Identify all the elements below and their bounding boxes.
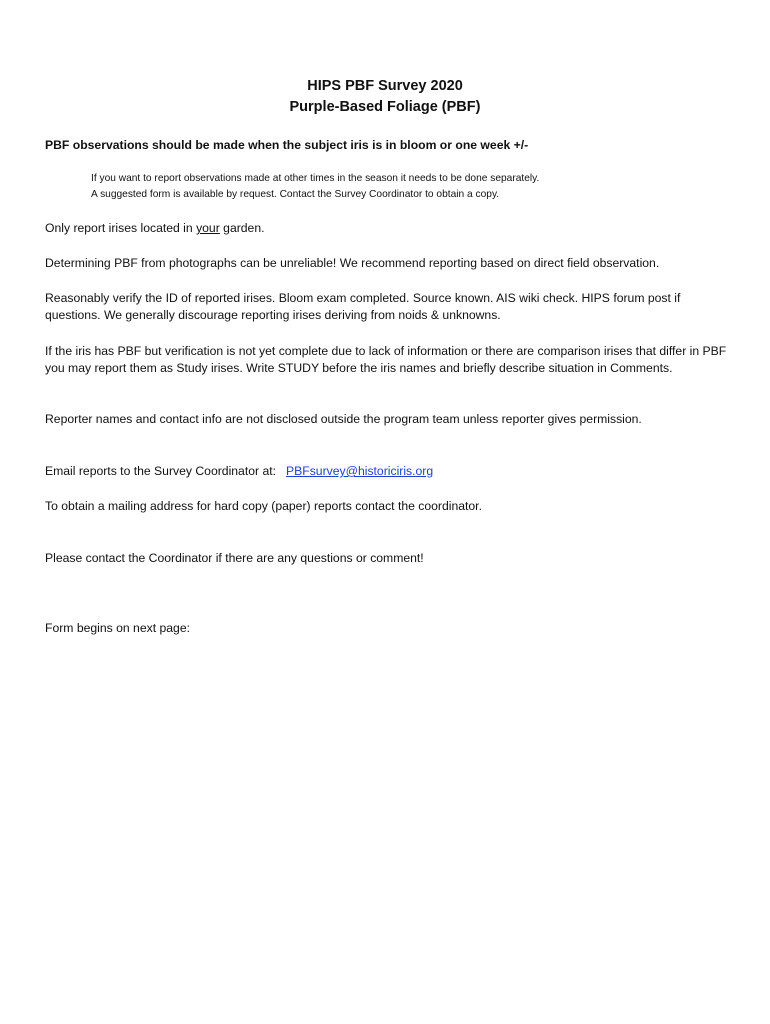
email-paragraph: [45, 463, 735, 480]
timing-note: PBF observations should be made when the subject iris is in bloom or one week +/-: [45, 138, 529, 152]
garden-text-after: garden.: [219, 221, 265, 235]
suggested-form-note: A suggested form is available by request. Contact the Survey Coordinator to obtain a copy.: [91, 189, 500, 200]
garden-text-before: Only report irises located in: [45, 221, 197, 235]
email-label: Email reports to the Survey Coordinator at:: [45, 464, 276, 478]
document-subtitle: Purple-Based Foliage (PBF): [289, 99, 481, 115]
garden-paragraph: [45, 220, 735, 237]
study-paragraph: If the iris has PBF but verification is not yet complete due to lack of information or there are comparison irises that differ in PBF you may report them as Study irises. Write STUDY before the iris names and briefly describe situation in Comments.: [45, 344, 727, 375]
mailing-paragraph: To obtain a mailing address for hard copy (paper) reports contact the coordinator.: [45, 499, 482, 513]
contact-paragraph: Please contact the Coordinator if there are any questions or comment!: [45, 551, 424, 565]
verify-paragraph: Reasonably verify the ID of reported irises. Bloom exam completed. Source known. AIS wiki check. HIPS forum post if questions. We generally discourage reporting irises deriving from noids & unknowns.: [45, 291, 681, 322]
other-times-note: If you want to report observations made at other times in the season it needs to be done separately.: [91, 173, 540, 184]
privacy-paragraph: Reporter names and contact info are not disclosed outside the program team unless reporter gives permission.: [45, 412, 642, 426]
form-begins-note: Form begins on next page:: [45, 621, 190, 635]
photos-paragraph: Determining PBF from photographs can be unreliable! We recommend reporting based on direct field observation.: [45, 256, 660, 270]
document-title: HIPS PBF Survey 2020: [307, 78, 463, 94]
garden-text-underlined: your: [196, 221, 220, 235]
email-link[interactable]: PBFsurvey@historiciris.org: [286, 464, 434, 478]
